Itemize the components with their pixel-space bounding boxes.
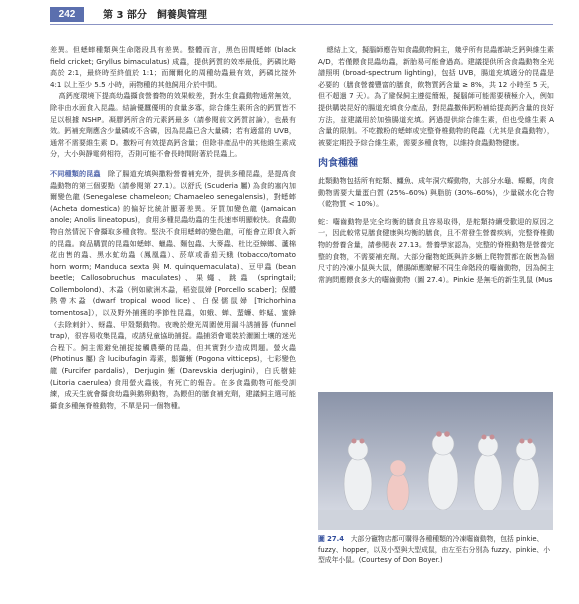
part-title: 第 3 部分 飼養與管理 bbox=[103, 10, 207, 21]
rodents-illustration bbox=[318, 392, 553, 530]
right-para-3: 蛇：囓齒動物是完全均衡的膳食且容易取得，是舵類持續受歡迎的原因之一，因此較常見膳食健康與均衡的膳食，且不常發生營養疾病，完整脊椎動物的營養含量，請參閱表 27.13。營養學家認為，完整的脊椎動物是營養完整的食物，不需要補充劑。大部分寵物蛇既與許多蜥上爬物質都在飯售為個尺寸的冷凍小鼠與大鼠，餵腸師應瞭解不同生命階段的囓齒動物，因為飼主常詢問應餵食多大的囓齒動物（圖 27.4）。Pinkie 是無毛的新生乳鼠 (Mus bbox=[318, 216, 554, 284]
left-column bbox=[50, 44, 296, 411]
left-para-3: 除了腸道充填與撒粉營養補充外，提供多種昆蟲，是提高食蟲動物的第三個要點（請參閱第 27.1）。以舒氏 (Scuderia 屬) 為食的塞內加爾變色龍 (Senegalese chameleon; Chamaeleo senegalensis)，對蟋蟀 (Acheta domestica) 的偏好比統計顯著差異。牙買加變色龍 (Jamaican anole; Anolis lineatopus)，食用多種昆蟲幼蟲的生長速率明顯較快。食蟲動物自然情況下會攝取多種食物。堅決不食用蟋蟀的變色龍，可能會立即食入新的昆蟲。商品購買的昆蟲如蟋蟀、蠟蟲、麵包蟲、大麥蟲、杜比亞蟑螂、蘆棉花由售的蟲、黑水虻幼蟲（鳳凰蟲）、菸草或番茄天蛾 (tobacco/tomato horn worm; Manduca sexta 與 M. quinquemaculata)、豆甲蟲 (bean beetle; Callosobruchus maculates)、果蠅、跳蟲 (springtail; Collembolond)、木蝨（例如歐洲木蝨，稻瓷鼠婦 [Porcello scaber]；保體熱帶木蝨 (dwarf tropical wood lice)、白保儒鼠婦 [Trichorhina tomentosa]），以及野外捕獲的季節性昆蟲，如蛾、蝉、蜚蠊、蚱蜢、蜜蜂（去除刺針）、蚜蟲、甲殼類動物。夜晚於燈光周圍使用漏斗誘捕器 (funnel trap)，很容易收集昆蟲，或誘兒童協助捕捉。蟲捕須會電裝於灑圖土壤的迷光合程下。飼主需避免捕捉接觸農藥的昆蟲，但其實對少造成問題。螢火蟲 (Photinus 屬) 含 lucibufagin 毒素，鬃獅蜥 (Pogona vitticeps)，七彩變色龍 (Furcifer pardalis)，Derjugin 蜥 (Darevskia derjugini)，白氏樹蛙 (Litoria caerulea) 食用螢火蟲後，有死亡的報告。在多食蟲動物可能受訓練，成天生就會攝食幼蟲與鹅卵動物，為餵但的膳食補充劑，建議飼主選可能攝食多種無脊椎動物，不單是同一個物種。 bbox=[50, 168, 297, 410]
left-para-1: 差異。但蟋蟀種類與生命階段具有差異。整體而言，黑色田間蟋蟀 (black field cricket; Gryllus bimaculatus) 成蟲，提供鈣質的效率最低，鈣磷比略高於 2:1，最終時至終值於 1:1；而爾爾化的周種幼蟲最有效，鈣磷比接外 4:1 以上至少 5.5 小時，兩物種的其他飼用介於中間。 bbox=[50, 45, 296, 89]
page-header bbox=[0, 0, 579, 26]
page-number: 242 bbox=[50, 7, 84, 22]
left-para-3-wrap bbox=[50, 168, 296, 411]
left-para-2: 高鈣度環境下提高幼蟲攝食營養物的效果較差，對水生食蟲動物通常無效，除非由水面食入昆蟲。結論優蠶優明的食量多寡，綜合維生素所含的鈣質皆不足以根據 NSHP。凝膠鈣所含的元素鈣最多（請參閱前文鈣質討論），也最有效。鈣補充劑應含少量磷或不含磷，因為昆蟲已含大量磷；若有適當的 UVB，通常不需要維生素 D。撒粉可有效提高鈣含量；但除非產品中的其他維生素成分，大小與靜電荷相符，否則可能不會長時間附著於昆蟲上。 bbox=[50, 91, 296, 159]
right-para-1: 總結上文，擬腦師應告知食蟲動物飼主，幾乎所有昆蟲都缺乏鈣與維生素 A/D，若僅餵食昆蟲幼蟲，新胎易可能會過高。建議提供所含食蟲動物全光譜照明 (broad-spectrum lighting)，包括 UVB，腸道充填適分的昆蟲是必要的（膳食營養豐富的膳食，飲物質鈣含量 ≥ 8%，共 12 小時至 5 天，但不超過 7 天）。為了避保飼主遵從簡報，擬腦師可能需要積極介入，例如提供購裝昆好的腸道充填食分產品，對昆蟲撒佈鈣粉補給提高鈣含量的良好方法，並建議用於加強腸道充填。鈣過提供綜合維生素，但也受維生素 A 含量的限制。不吃撒粉的蟋蟀或完整脊椎動物的爬蟲（尤其是食蟲動物），被要定期投予綜合維生素，需要多種食物，以維持食蟲動物健康。 bbox=[318, 45, 554, 147]
insect-variety-heading: 不同種類的昆蟲 bbox=[50, 168, 101, 178]
figure-rodents-photo bbox=[318, 392, 553, 530]
figure-caption bbox=[318, 534, 554, 566]
caption-text: 大部分寵物店都可購得各種種類的冷凍囓齒動物，包括 pinkie、fuzzy、hopper，以及小型與大型成鼠，由左至右分別為 fuzzy、pinkie、小型成年小鼠。(Courtesy of Don Boyer.) bbox=[318, 535, 550, 564]
right-column bbox=[318, 44, 554, 285]
right-para-2: 此類動物包括所有蛇類、鱷魚、成年洞穴蠑動物，大部分水龜、蠑螈，肉食動物需要大量蛋白質 (25%–60%) 與脂肪 (30%–60%)，少量碳水化合物（乾物質 < 10%）。 bbox=[318, 175, 554, 209]
header-rule bbox=[50, 24, 553, 25]
section-heading-carnivores: 肉食種種 bbox=[318, 158, 358, 170]
caption-label: 圖 27.4 bbox=[318, 535, 344, 543]
